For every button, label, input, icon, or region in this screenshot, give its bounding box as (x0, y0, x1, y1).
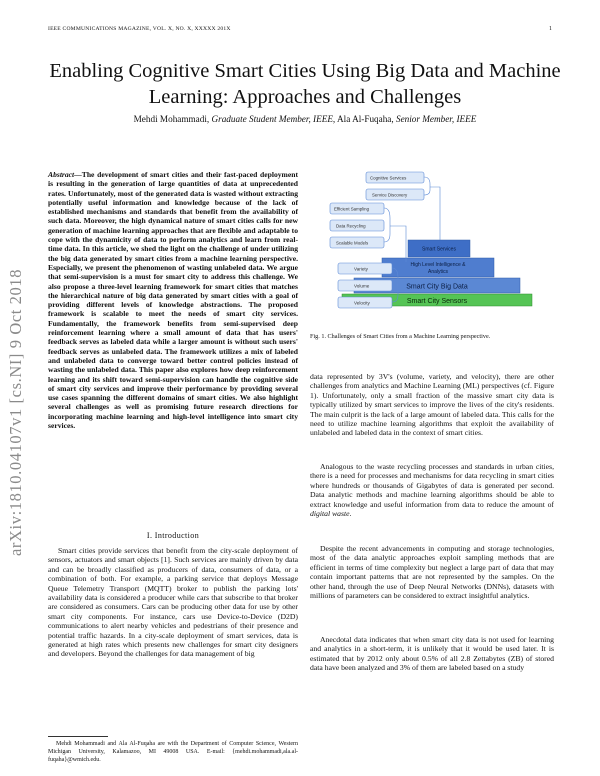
author-1: Mehdi Mohammadi, (133, 114, 210, 124)
abstract-label: Abstract (48, 170, 75, 179)
author-2: Ala Al-Fuqaha, (337, 114, 394, 124)
author-line (40, 114, 570, 124)
author-footnote: Mehdi Mohammadi and Ala Al-Fuqaha are with the Department of Computer Science, Western Michigan University, Kalamazoo, MI 49008 USA. E-mail: {mehdi.mohammadi,ala.al-fuqaha}@wmich.edu. (48, 741, 298, 763)
p2-emphasis: digital waste (310, 509, 350, 519)
pyramid-diagram (310, 170, 560, 328)
services-label: Smart Services (422, 246, 456, 253)
footnote-divider (48, 736, 108, 737)
right-paragraph-1: data represented by 3V's (volume, variety, and velocity), there are other challenges from analytics and Machine Learning (ML) perspectives (cf. Figure 1). Unfortunately, only a small fraction of the massive smart city data is typically utilized by smart services to improve the lives of the city's residents. The main culprit is the lack of a large amount of labeled data. This calls for the need to utilize machine learning algorithms that exploit the availability of unlabeled and labeled data in the context of smart cities. (310, 372, 554, 438)
top-bracket (424, 177, 440, 240)
velocity-label: Velocity (354, 300, 370, 306)
sampling-label: Efficient Sampling (334, 206, 370, 212)
discovery-label: Service Discovery (372, 192, 408, 198)
arxiv-stamp: arXiv:1810.04107v1 [cs.NI] 9 Oct 2018 (6, 268, 25, 556)
p2-end: . (349, 509, 352, 519)
bigdata-label: Smart City Big Data (406, 283, 468, 291)
journal-header: IEEE COMMUNICATIONS MAGAZINE, VOL. X, NO. X, XXXXX 201X (48, 26, 231, 32)
recycling-label: Data Recycling (336, 223, 366, 229)
figure-caption: Fig. 1. Challenges of Smart Cities from a Machine Learning perspective. (310, 333, 491, 340)
cognitive-label: Cognitive Services (370, 175, 407, 181)
volume-label: Volume (354, 283, 370, 289)
figure-1 (310, 170, 560, 328)
p2-text: Analogous to the waste recycling processes and standards in urban cities, there is a need for processes and mechanisms for data recycling in smart cities where hundreds or thousands of Gigabytes of data is generated per second. Data analytic methods and machine learning algorithms should be able to extract knowledge and useful information from data to reduce the amount of (310, 462, 554, 509)
intro-paragraph: Smart cities provide services that benefit from the city-scale deployment of sensors, actuators and smart objects [1]. Such services are mainly driven by data and can be broadly classified as producers of data, consumers of data, or a combination of both. For example, a parking service that deploys Message Queue Telemetry Transport (MQTT) broker to publish the parking lots' availability data is considered a producer while cars that subscribe to that broker are considered as consumers. Cars can be producing other data for use by other smart city components. For instance, cars use Device-to-Device (D2D) communications to alert nearby vehicles and pedestrians of their presence and potential traffic hazards. In a city-scale deployment of smart services, data is generated at high rates which presents new challenges for smart city designers and developers. Beyond the challenges for data management of big (48, 546, 298, 659)
author-2-role: Senior Member, IEEE (395, 114, 477, 124)
right-paragraph-4: Anecdotal data indicates that when smart city data is not used for learning and analytics in a short-term, it is unlikely that it would be used later. It is estimated that by 2012 only about 0.5% of all 2.8 Zettabytes (ZB) of stored data have been analyzed and 3% of them are labeled based on a study (310, 635, 554, 673)
sensors-label: Smart City Sensors (406, 298, 468, 305)
scalable-label: Scalable Models (336, 240, 369, 246)
abstract-text: —The development of smart cities and their fast-paced deployment is resulting in the generation of large quantities of data at unprecedented rates. Unfortunately, most of the generated data is wasted without extracting potentially useful information and knowledge because of the lack of established mechanisms and standards that benefit from the availability of such data. Moreover, the high dynamical nature of smart cities calls for new generation of machine learning approaches that are flexible and adaptable to cope with the dynamicity of data to perform analytics and learn from real-time data. In this article, we shed the light on the challenge of under utilizing the big data generated by smart cities from a machine learning perspective. Especially, we present the phenomenon of wasting unlabeled data. We argue that semi-supervision is a must for smart city to address this challenge. We also propose a three-level learning framework for smart cities that matches the hierarchical nature of big data generated by smart cities with a goal of providing different levels of knowledge abstractions. The proposed framework is scalable to meet the needs of smart city services. Fundamentally, the framework benefits from semi-supervised deep reinforcement learning where a small amount of data that has users' feedback serves as labeled data while a larger amount is without such users' feedback serves as unlabeled data. The framework utilizes a mix of labeled and unlabeled data to converge toward better control policies instead of wasting the unlabeled data. This paper also explores how deep reinforcement learning and its shift toward semi-supervision can handle the cognitive side of smart city services and improve their performance by providing several use cases spanning the different domains of smart cities. We also highlight several challenges as well as promising future research directions for incorporating machine learning and high-level intelligence into smart city services. (48, 170, 298, 431)
right-paragraph-2 (310, 462, 554, 518)
hli-label: High Level Intelligence & (410, 262, 466, 268)
mid-bracket (384, 208, 406, 262)
author-1-role: Graduate Student Member, IEEE, (211, 114, 336, 124)
page-number: 1 (549, 26, 552, 32)
right-paragraph-3: Despite the recent advancements in computing and storage technologies, most of the data analytic approaches exploit sampling methods that are efficient in terms of time complexity but neglect a large part of data that may contain important patterns that are not represented by the samples. On the other hand, through the use of Deep Neural Networks (DNNs), datasets with millions of parameters can be considered to extract insightful analytics. (310, 544, 554, 601)
hli-label-2: Analytics (427, 269, 449, 275)
variety-label: Variety (354, 266, 368, 272)
section-heading: I. Introduction (146, 531, 200, 540)
paper-title: Enabling Cognitive Smart Cities Using Big Data and Machine Learning: Approaches and Challenges (49, 60, 561, 108)
abstract (48, 170, 298, 430)
